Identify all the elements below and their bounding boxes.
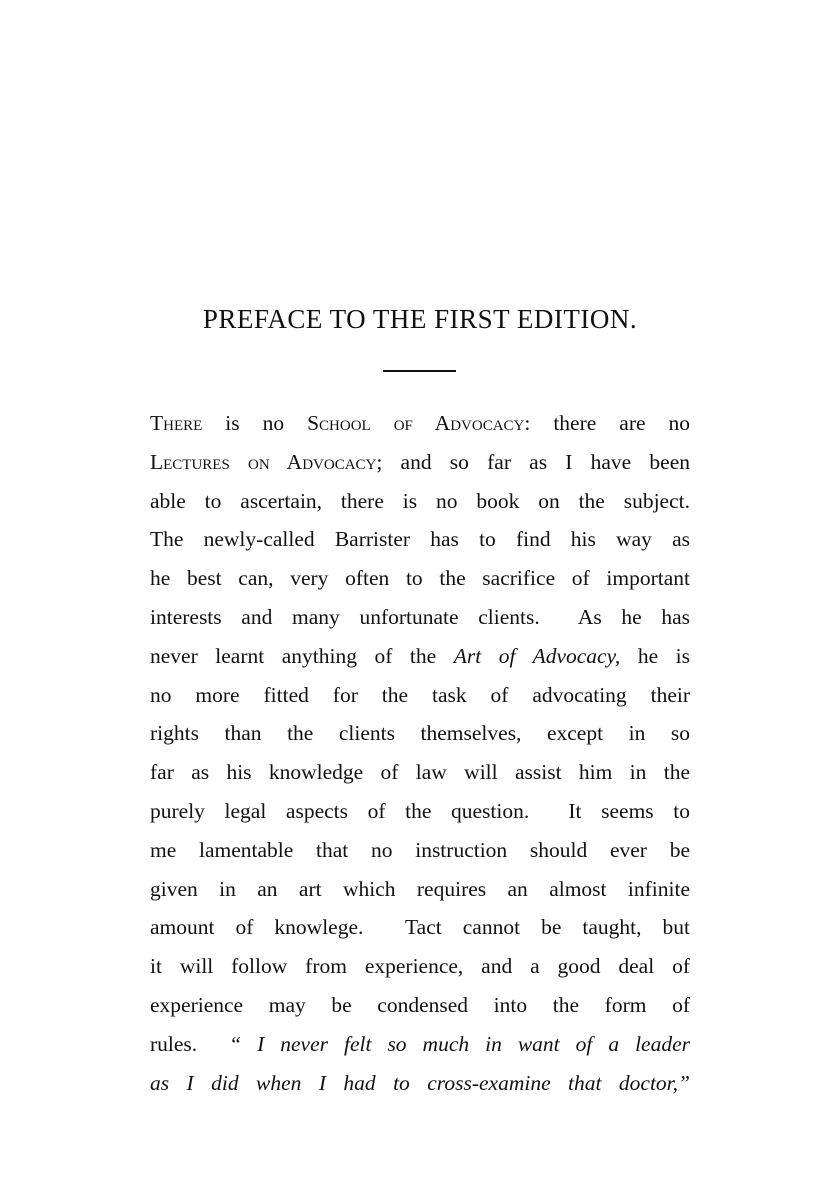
text-segment: Art of Advocacy, (453, 643, 621, 668)
text-segment: The newly-called Barrister has to find his way as (150, 527, 690, 552)
text-segment: he best can, very often to the sacrifice of important (150, 566, 690, 591)
text-segment: rules. (150, 1031, 230, 1056)
text-line (150, 443, 690, 482)
text-line (150, 947, 690, 986)
title-divider (383, 370, 456, 372)
text-line (150, 870, 690, 909)
text-line (150, 753, 690, 792)
text-segment: experience may be condensed into the form of (150, 992, 690, 1017)
text-segment: able to ascertain, there is no book on the subject. (150, 488, 690, 513)
text-segment: he is (620, 643, 690, 668)
text-line (150, 676, 690, 715)
text-line (150, 637, 690, 676)
text-line (150, 1025, 690, 1064)
preface-body (150, 404, 690, 1102)
text-segment: amount of knowlege. Tact cannot be taught, but (150, 915, 690, 940)
text-segment: is no (202, 411, 308, 435)
text-line (150, 559, 690, 598)
text-line (150, 714, 690, 753)
text-line (150, 986, 690, 1025)
text-segment: interests and many unfortunate clients. As he has (150, 604, 690, 629)
text-segment: “ I never felt so much in want of a leader (229, 1031, 690, 1056)
text-line (150, 908, 690, 947)
text-segment: School of Advocacy (307, 411, 525, 435)
text-line (150, 482, 690, 521)
text-line (150, 598, 690, 637)
text-segment: far as his knowledge of law will assist him in the (150, 760, 690, 785)
text-line (150, 520, 690, 559)
text-segment: Lectures on Advocacy (150, 449, 377, 474)
text-segment: it will follow from experience, and a good deal of (150, 954, 690, 979)
text-line (150, 792, 690, 831)
text-segment: me lamentable that no instruction should ever be (150, 837, 690, 862)
text-segment: There (150, 411, 203, 435)
text-segment: no more fitted for the task of advocating their (150, 682, 690, 707)
text-line (150, 404, 690, 443)
text-segment: : there are no (524, 411, 690, 435)
text-segment: rights than the clients themselves, except in so (150, 721, 690, 746)
page-title: PREFACE TO THE FIRST EDITION. (202, 304, 638, 334)
text-segment: ; and so far as I have been (376, 449, 690, 474)
text-segment: never learnt anything of the (150, 643, 454, 668)
text-line (150, 1064, 690, 1103)
text-line (150, 831, 690, 870)
text-segment: as I did when I had to cross-examine that doctor,” (150, 1070, 690, 1095)
text-segment: given in an art which requires an almost infinite (150, 876, 690, 901)
text-segment: purely legal aspects of the question. It seems to (150, 798, 690, 823)
